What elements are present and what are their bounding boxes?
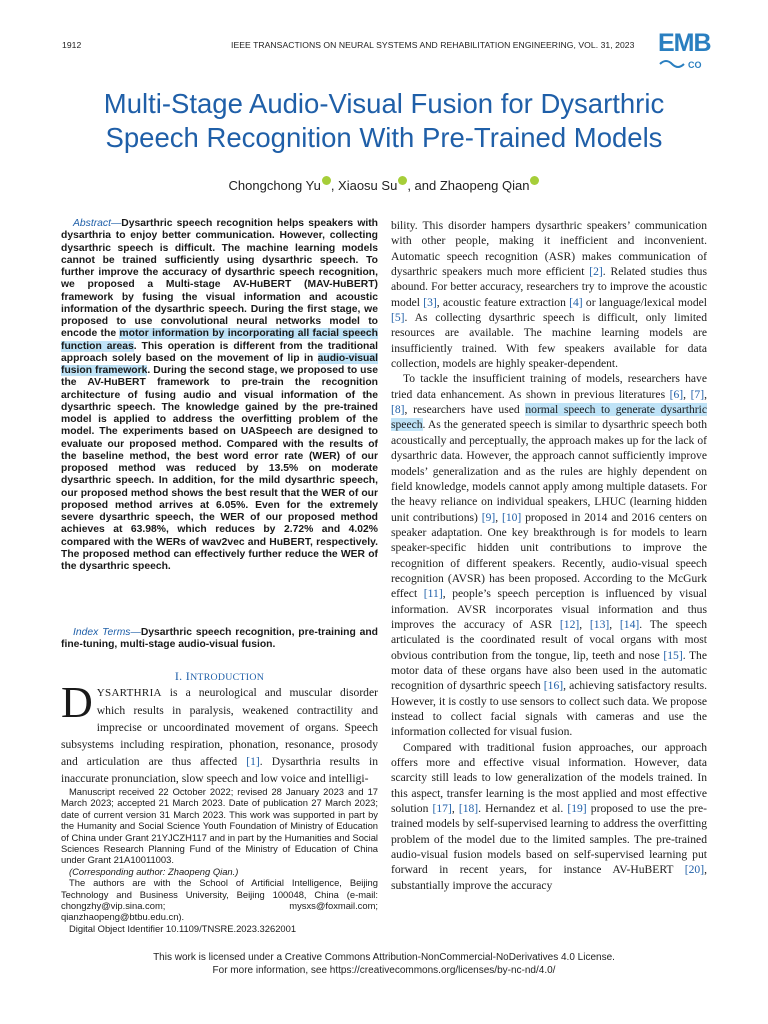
intro-text: . Dysarthria results in inaccurate pronunciation, slow speech and low voice and intelligi- bbox=[61, 755, 378, 786]
highlight-1[interactable]: motor information by incorporating all facial speech function areas bbox=[61, 328, 378, 352]
abstract bbox=[61, 218, 378, 573]
title-line-1: Multi-Stage Audio-Visual Fusion for Dysarthric bbox=[103, 88, 665, 119]
citation-link[interactable]: [18] bbox=[458, 802, 479, 816]
footnote-doi[interactable]: Digital Object Identifier 10.1109/TNSRE.2023.3262001 bbox=[69, 922, 297, 934]
citation-link[interactable]: [15] bbox=[663, 648, 683, 662]
citation-link[interactable]: [2] bbox=[589, 265, 603, 279]
logo-wave-icon bbox=[658, 56, 708, 72]
body-paragraph: To tackle the insufficient training of models, researchers have tried data enhancement. As shown in previous literatures [6], [7], [8], researchers have used normal speech to generate dysarthric speech. As the generated speech is similar to dysarthric speech both acoustically and perceptually, the approach makes up for the lack of dysarthric data. However, the approach cannot sufficiently improve models’ generalization and as the rules are highly dependent on field knowledge, models cannot apply among multiple datasets. For the heavy reliance on individual speakers, LHUC (learning hidden unit contributions) [9], [10] proposed in 2014 and 2016 centers on speaker adaptation. One key breakthrough is for models to learn speaker-specific hidden unit contributions to improve the recognition of different speakers. Recently, audio-visual speech recognition (AVSR) has been proposed. According to the McGurk effect [11], people’s speech perception is influenced by visual information. AVSR incorporates visual information and thus improves the accuracy of ASR [12], [13], [14]. The speech articulated is the coordinated result of vocal organs with most obvious contribution from the tongue, lip, teeth and nose [15]. The motor data of these organs have also been used in the automatic recognition of dysarthric speech [16], achieving satisfactory results. However, it is costly to use sensors to collect such data. We propose instead to collect facial signals with cameras and use the information collected for visual fusion. bbox=[391, 372, 708, 739]
logo-sub: CO bbox=[688, 60, 702, 70]
citation-link[interactable]: [10] bbox=[501, 510, 522, 524]
license-line-1: This work is licensed under a Creative Commons Attribution-NonCommercial-NoDerivatives 4.0 License. bbox=[153, 952, 615, 963]
citation-link[interactable]: [3] bbox=[423, 295, 437, 309]
highlight-2[interactable]: audio-visual fusion framework bbox=[61, 352, 378, 376]
title-line-2: Speech Recognition With Pre-Trained Models bbox=[105, 122, 663, 153]
citation-link[interactable]: [4] bbox=[569, 295, 583, 309]
section-title-rest: NTRODUCTION bbox=[190, 672, 265, 683]
embs-logo bbox=[658, 29, 711, 76]
section-heading bbox=[61, 669, 378, 684]
citation-link[interactable]: [5] bbox=[391, 311, 405, 325]
abstract-text: . This operation is different from the traditional approach solely based on the movement of lip in bbox=[61, 340, 378, 364]
citation-link[interactable]: [9] bbox=[481, 510, 496, 524]
citation-link[interactable]: [16] bbox=[543, 679, 564, 693]
citation-link[interactable]: [8] bbox=[391, 403, 405, 417]
license-line-2[interactable]: For more information, see https://creativecommons.org/licenses/by-nc-nd/4.0/ bbox=[212, 965, 556, 976]
citation-link[interactable]: [12] bbox=[559, 617, 580, 631]
paper-title bbox=[40, 87, 728, 155]
index-terms bbox=[61, 627, 378, 652]
index-terms-label: Index Terms bbox=[73, 627, 131, 638]
highlight-3[interactable]: normal speech to generate dysarthric speech bbox=[391, 403, 707, 432]
abstract-text: Dysarthric speech recognition helps speakers with dysarthria to enjoy better communication. However, collecting dysarthric speech is difficult. The machine learning models cannot be trained sufficiently using dysarthric speech. To further improve the accuracy of dysarthric speech recognition, we proposed a Multi-stage AV-HuBERT (MAV-HuBERT) framework by fusing the visual information and acoustic information of the dysarthric speech. During the first stage, we proposed to use convolutional neural networks model to encode the bbox=[61, 218, 378, 340]
abstract-text: . During the second stage, we proposed to use the AV-HuBERT framework to pre-train the recognition architecture of fusing audio and visual information of the dysarthric speech. The knowledge gained by the pre-trained model is applied to address the overfitting problem of the model. The experiments based on UASpeech are designed to evaluate our proposed method. Compared with the results of the baseline method, the best word error rate (WER) of our proposed method was reduced by 13.5% on moderate dysarthric speech. In addition, for the mild dysarthric speech, our proposed method shows the best result that the WER of our proposed method arrives at 6.05%. Even for the extremely severe dysarthric speech, the WER of our proposed method achieves at 63.98%, which reduces by 2.72% and 4.02% compared with the WERs of wav2vec and HuBERT, respectively. The proposed method can effectively further reduce the WER of the dysarthric speech. bbox=[61, 365, 379, 572]
abstract-label: Abstract bbox=[73, 218, 111, 229]
footnote-manuscript: Manuscript received 22 October 2022; revised 28 January 2023 and 17 March 2023; accepted 21 March 2023. Date of publication 27 March 2023; date of current version 31 March 2023. This work was supported in part by the Humanity and Social Science Youth Foundation of Ministry of Education of China under Grant 21YJCZH117 and in part by the Humanities and Social Sciences Research Planning Fund of the Ministry of Education of China under Grant 21A10011003. bbox=[61, 786, 378, 866]
abstract-dash: — bbox=[110, 218, 122, 229]
index-terms-text: Dysarthric speech recognition, pre-training and fine-tuning, multi-stage audio-visual fusion. bbox=[61, 627, 378, 651]
footnote-corresponding: (Corresponding author: Zhaopeng Qian.) bbox=[69, 865, 239, 877]
citation-link[interactable]: [19] bbox=[567, 802, 587, 816]
intro-text: is a neurological and muscular disorder which results in paralysis, weakened contractility and imprecise or uncoordinated movement of organs. Speech subsystems including respiration, phonation, resonance, prosody and articulation are thus affected bbox=[61, 686, 378, 769]
footnote-affiliation: The authors are with the School of Artificial Intelligence, Beijing Technology and Business University, Beijing 100048, China (e-mail: chongzhy@vip.sina.com; mysxs@foxmail.com; qianzhaopeng@btbu.edu.cn). bbox=[61, 877, 378, 923]
citation-link[interactable]: [1] bbox=[246, 755, 260, 769]
body-right-column bbox=[391, 218, 707, 893]
drop-cap: D bbox=[61, 678, 93, 727]
section-title-first: I bbox=[185, 669, 191, 683]
index-terms-dash: — bbox=[130, 627, 141, 638]
intro-lead: YSARTHRIA bbox=[96, 687, 162, 699]
journal-header: IEEE TRANSACTIONS ON NEURAL SYSTEMS AND REHABILITATION ENGINEERING, VOL. 31, 2023 bbox=[231, 40, 635, 50]
citation-link[interactable]: [14] bbox=[619, 617, 640, 631]
author-name[interactable]: , Xiaosu Su bbox=[330, 178, 398, 193]
intro-paragraph bbox=[61, 678, 378, 788]
footnotes bbox=[61, 786, 378, 934]
author-name[interactable]: , and Zhaopeng Qian bbox=[407, 178, 530, 193]
logo-text: EMB bbox=[658, 29, 711, 57]
orcid-icon[interactable] bbox=[322, 176, 331, 185]
section-number: I. bbox=[174, 669, 186, 683]
author-name[interactable]: Chongchong Yu bbox=[228, 178, 321, 193]
body-paragraph: bility. This disorder hampers dysarthric speakers’ communication with other people, making it inefficient and inconvenient. Automatic speech recognition (ASR) makes communication of dysarthric speakers much more efficient [2]. Related studies thus abound. For better accuracy, researchers try to improve the acoustic model [3], acoustic feature extraction [4] or language/lexical model [5]. As collecting dysarthric speech is difficult, only limited resources are available. The machine learning models are insufficiently trained. With few speakers available for data collection, models are highly speaker-dependent. bbox=[391, 219, 707, 371]
orcid-icon[interactable] bbox=[398, 176, 407, 185]
license-notice bbox=[40, 951, 728, 977]
body-paragraph: Compared with traditional fusion approaches, our approach offers more and effective visual information. However, data scarcity still leads to low generalization of the models trained. In this aspect, transfer learning is the most applied and most effective solution [17], [18]. Hernandez et al. [19] proposed to use the pre-trained models by self-supervised learning to address the overfitting problem of the model due to the limited samples. The pre-trained audio-visual fusion models based on self-supervised learning put forward in recent years, for instance AV-HuBERT [20], substantially improve the accuracy bbox=[391, 740, 708, 892]
citation-link[interactable]: [20] bbox=[684, 863, 705, 877]
orcid-icon[interactable] bbox=[530, 176, 539, 185]
citation-link[interactable]: [7] bbox=[690, 387, 705, 401]
citation-link[interactable]: [17] bbox=[432, 802, 452, 816]
citation-link[interactable]: [11] bbox=[423, 587, 443, 601]
author-list bbox=[40, 176, 728, 193]
citation-link[interactable]: [13] bbox=[589, 617, 610, 631]
citation-link[interactable]: [6] bbox=[669, 387, 684, 401]
page-number: 1912 bbox=[62, 40, 82, 50]
